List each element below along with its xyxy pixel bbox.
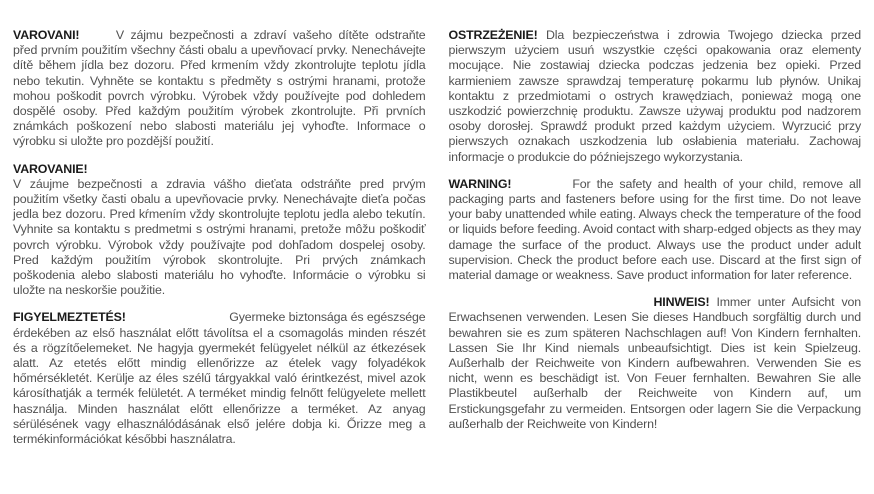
section-czech [13, 28, 426, 150]
hungarian-warning-body: Gyermeke biztonsága és egészsége érdekében az első használat előtt távolítsa el a csomagolás minden részét és a rögzítőelemeket. Ne hagyja gyermekét felügyelet nélkül az étkezések alatt. Az etetés előtt mindig ellenőrizze az ételek vagy folyadékok hőmérsékletét. Kerülje az éles szélű tárgyakkal való érintkezést, mivel azok károsíthatják a termék felületét. A terméket mindig felnőtt felügyelete mellett használja. Minden használat előtt ellenőrizze a terméket. Az anyag sérülésének vagy elhasználódásának első jelére dobja ki. Őrizze meg a termékinformációkat későbbi használatra. [13, 310, 426, 447]
section-german [449, 295, 862, 432]
polish-warning-heading: OSTRZEŻENIE! [448, 28, 538, 42]
section-polish [449, 28, 862, 165]
hungarian-warning-heading: FIGYELMEZTETÉS! [13, 310, 126, 325]
section-hungarian [13, 310, 426, 447]
czech-warning-body: V zájmu bezpečnosti a zdraví vašeho dítěte odstraňte před prvním použitím všechny části obalu a upevňovací prvky. Nenechávejte dítě během jídla bez dozoru. Před krmením vždy zkontrolujte teplotu jídla nebo tekutin. Vyhněte se kontaktu s předměty s ostrými hranami, protože mohou poškodit povrch výrobku. Výrobek vždy používejte pod dohledem dospělé osoby. Před každým použitím výrobek zkontrolujte. Při prvních známkách poškození nebo slabosti materiálu jej vyhoďte. Informace o výrobku si uložte pro pozdější použití. [13, 28, 426, 149]
left-column [13, 28, 426, 494]
slovak-warning-body: V záujme bezpečnosti a zdravia vášho dieťata odstráňte pred prvým použitím všetky časti obalu a upevňovacie prvky. Nenechávajte dieťa počas jedla bez dozoru. Pred kŕmením vždy skontrolujte teplotu jedla alebo tekutín. Vyhnite sa kontaktu s predmetmi s ostrými hranami, pretože môžu poškodiť povrch výrobku. Výrobok vždy používajte pod dohľadom dospelej osoby. Pred každým použitím výrobok skontrolujte. Pri prvých známkach poškodenia alebo slabosti materiálu ho vyhoďte. Informácie o výrobku si uložte na neskoršie použitie. [13, 176, 426, 298]
right-column [449, 28, 862, 494]
section-english [449, 177, 862, 283]
german-notice-heading: HINWEIS! [653, 295, 710, 310]
czech-warning-heading: VAROVANI! [13, 28, 80, 42]
english-warning-body: For the safety and health of your child, remove all packaging parts and fasteners before using for the first time. Do not leave your baby unattended while eating. Always check the temperature of the food or liquids before feeding. Avoid contact with sharp-edged objects as they may damage the surface of the product. Always use the product under adult supervision. Check the product before each use. Discard at the first sign of material damage or weakness. Save product information for later reference. [448, 176, 862, 283]
polish-warning-body: Dla bezpieczeństwa i zdrowia Twojego dziecka przed pierwszym użyciem usuń wszystkie części opakowania oraz elementy mocujące. Nie zostawiaj dziecka podczas jedzenia bez opieki. Przed karmieniem zawsze sprawdzaj temperaturę pokarmu lub płynów. Unikaj kontaktu z przedmiotami o ostrych krawędziach, ponieważ mogą one uszkodzić powierzchnię produktu. Zawsze używaj produktu pod nadzorem osoby dorosłej. Sprawdź produkt przed każdym użyciem. Wyrzucić przy pierwszych oznakach uszkodzenia lub osłabienia materiału. Zachowaj informacje o produkcie do późniejszego wykorzystania. [448, 28, 862, 164]
section-slovak [13, 162, 426, 299]
english-warning-heading: WARNING! [448, 176, 512, 191]
german-notice-body: Immer unter Aufsicht von Erwachsenen verwenden. Lesen Sie dieses Handbuch sorgfältig durch und bewahren sie es zum späteren Nachschlagen auf! Von Kindern fernhalten. Lassen Sie Ihr Kind niemals unbeaufsichtigt. Dies ist kein Spielzeug. Außerhalb der Reichweite von Kindern aufbewahren. Verwenden Sie es nicht, wenn es beschädigt ist. Von Feuer fernhalten. Bewahren Sie alle Plastikbeutel außerhalb der Reichweite von Kindern auf, um Erstickungsgefahr zu vermeiden. Entsorgen oder lagern Sie die Verpackung außerhalb der Reichweite von Kindern! [448, 295, 861, 431]
slovak-warning-heading: VAROVANIE! [13, 161, 88, 176]
